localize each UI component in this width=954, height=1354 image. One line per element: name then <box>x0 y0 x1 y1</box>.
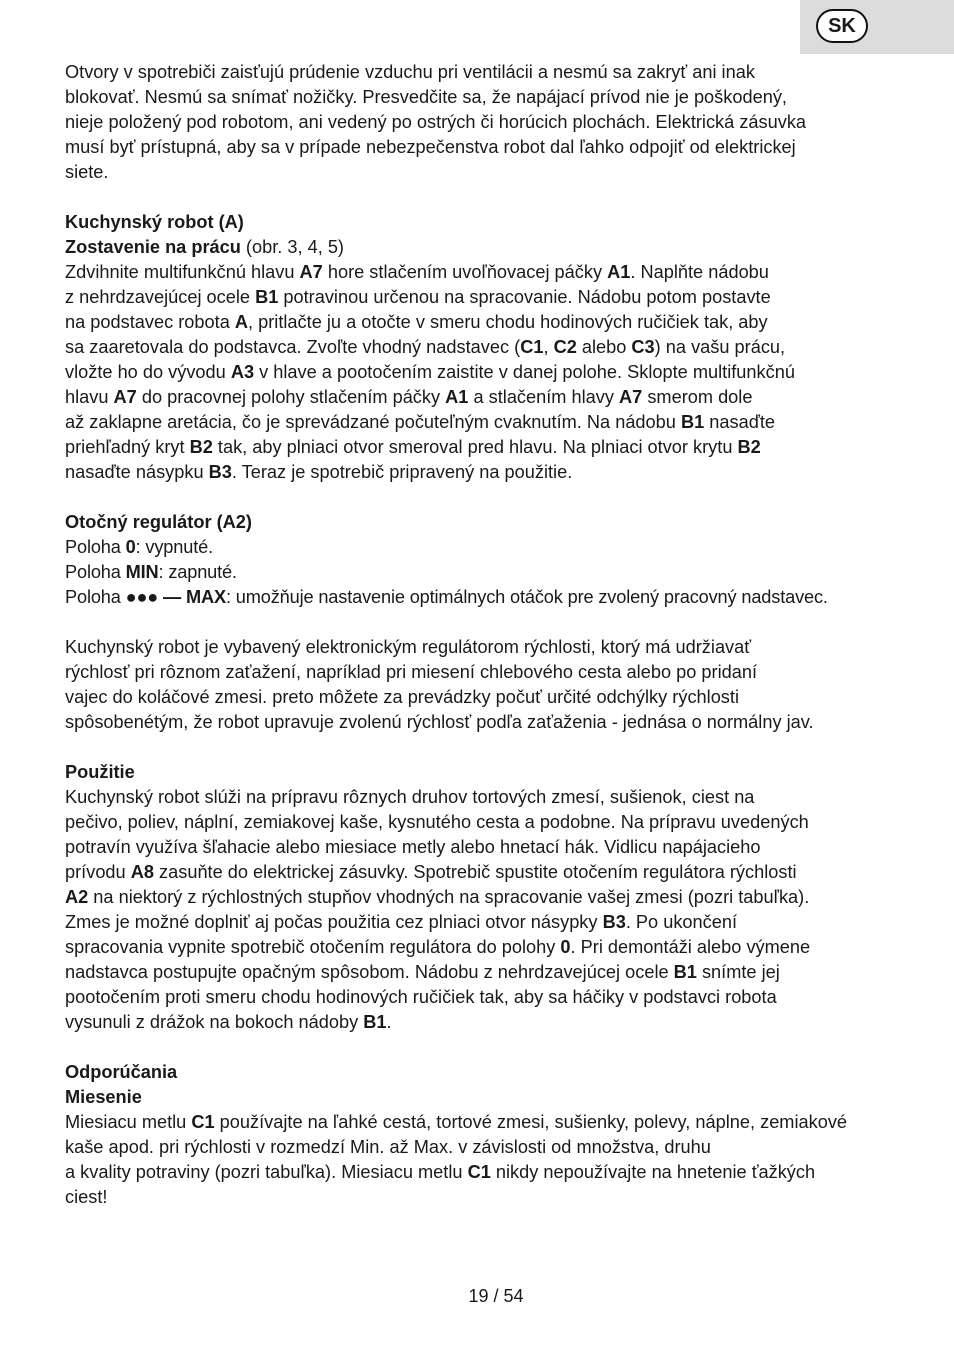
text-line <box>65 135 910 160</box>
bold-ref: C3 <box>631 337 655 357</box>
intro-paragraph <box>65 60 910 185</box>
section-heading-usage: Použitie <box>65 762 135 782</box>
text-run: kaše apod. pri rýchlosti v rozmedzí Min. až Max. v závislosti od množstva, druhu <box>65 1137 711 1157</box>
text-line <box>65 1185 910 1210</box>
text-run: . Pri demontáži alebo výmene <box>570 937 811 957</box>
text-line <box>65 1010 910 1035</box>
text-run: ) na vašu prácu, <box>654 337 786 357</box>
text-run: Poloha <box>65 562 126 582</box>
bold-ref: B2 <box>189 437 213 457</box>
text-run: pečivo, poliev, náplní, zemiakovej kaše, kysnutého cesta a podobne. Na prípravu uvedených <box>65 812 809 832</box>
text-line <box>65 935 910 960</box>
text-line <box>65 1160 910 1185</box>
text-run: Otvory v spotrebiči zaisťujú prúdenie vzduchu pri ventilácii a nesmú sa zakryť ani inak <box>65 62 755 82</box>
text-line <box>65 260 910 285</box>
section-heading-recommendations: Odporúčania <box>65 1062 178 1082</box>
text-run: Kuchynský robot slúži na prípravu rôznych druhov tortových zmesí, sušienok, ciest na <box>65 787 755 807</box>
text-line <box>65 1110 910 1135</box>
bold-ref: A8 <box>130 862 154 882</box>
bold-ref: B2 <box>737 437 761 457</box>
bold-ref: B1 <box>680 412 705 432</box>
language-tab <box>800 0 954 54</box>
electronic-regulator-paragraph <box>65 635 910 735</box>
text-line <box>65 310 910 335</box>
bold-ref: MIN <box>125 562 159 582</box>
bold-ref: C1 <box>467 1162 491 1182</box>
text-line <box>65 835 910 860</box>
text-line <box>65 85 910 110</box>
text-run: alebo <box>576 337 632 357</box>
text-run: do pracovnej polohy stlačením páčky <box>136 387 446 407</box>
bold-ref: A7 <box>299 262 323 282</box>
text-line <box>65 110 910 135</box>
assembly-paragraph <box>65 260 910 485</box>
text-line <box>65 335 910 360</box>
text-line <box>65 560 910 585</box>
text-line <box>65 60 910 85</box>
text-line <box>65 985 910 1010</box>
bold-ref: A7 <box>619 387 643 407</box>
text-line <box>65 910 910 935</box>
bold-ref: 0 <box>125 537 136 557</box>
text-run: : vypnuté. <box>135 537 213 557</box>
text-line <box>65 585 910 610</box>
text-line <box>65 285 910 310</box>
text-run: hore stlačením uvoľňovacej páčky <box>322 262 608 282</box>
text-run: tak, aby plniaci otvor smeroval pred hlavu. Na plniaci otvor krytu <box>212 437 738 457</box>
bold-ref: B1 <box>673 962 697 982</box>
text-run: Zdvihnite multifunkčnú hlavu <box>65 262 300 282</box>
text-line <box>65 785 910 810</box>
text-run: . <box>386 1012 392 1032</box>
section-heading-regulator: Otočný regulátor (A2) <box>65 512 252 532</box>
text-line <box>65 360 910 385</box>
bold-ref: C1 <box>520 337 544 357</box>
section-heading-robot: Kuchynský robot (A) <box>65 212 244 232</box>
text-line <box>65 1135 910 1160</box>
language-badge: SK <box>816 9 868 43</box>
text-run: Poloha <box>65 587 126 607</box>
text-run: nasaďte násypku <box>65 462 209 482</box>
text-line <box>65 460 910 485</box>
bold-ref: A1 <box>445 387 469 407</box>
text-run: . Teraz je spotrebič pripravený na použitie. <box>231 462 573 482</box>
text-run: Poloha <box>65 537 126 557</box>
text-run: potravín využíva šľahacie alebo miesiace metly alebo hnetací hák. Vidlicu napájacieho <box>65 837 761 857</box>
bold-ref: B3 <box>208 462 232 482</box>
text-run: sa zaaretovala do podstavca. Zvoľte vhodný nadstavec ( <box>65 337 521 357</box>
bold-ref: ●●● — MAX <box>125 587 226 607</box>
text-run: : umožňuje nastavenie optimálnych otáčok pre zvolený pracovný nadstavec. <box>225 587 828 607</box>
bold-ref: C1 <box>191 1112 215 1132</box>
text-run: , pritlačte ju a otočte v smeru chodu hodinových ručičiek tak, aby <box>248 312 768 332</box>
text-line <box>65 685 910 710</box>
bold-ref: A1 <box>607 262 631 282</box>
text-run: nadstavca postupujte opačným spôsobom. Nádobu z nehrdzavejúcej ocele <box>65 962 674 982</box>
text-run: vysunuli z drážok na bokoch nádoby <box>65 1012 364 1032</box>
text-line <box>65 710 910 735</box>
document-body <box>65 60 910 1210</box>
page-number: 19 / 54 <box>468 1286 524 1306</box>
text-run: ciest! <box>65 1187 108 1207</box>
bold-ref: 0 <box>560 937 571 957</box>
text-run: blokovať. Nesmú sa snímať nožičky. Presvedčite sa, že napájací prívod nie je poškodený, <box>65 87 787 107</box>
text-line <box>65 810 910 835</box>
kneading-paragraph <box>65 1110 910 1210</box>
text-run: Zmes je možné doplniť aj počas použitia cez plniaci otvor násypky <box>65 912 603 932</box>
text-run: pootočením proti smeru chodu hodinových ručičiek tak, aby sa háčiky v podstavci robota <box>65 987 777 1007</box>
text-run: v hlave a pootočením zaistite v danej polohe. Sklopte multifunkčnú <box>254 362 795 382</box>
text-run: a stlačením hlavy <box>468 387 620 407</box>
regulator-positions <box>65 535 910 610</box>
bold-ref: A7 <box>113 387 137 407</box>
text-line <box>65 160 910 185</box>
bold-ref: A <box>234 312 249 332</box>
text-run: : zapnuté. <box>158 562 237 582</box>
text-run: nikdy nepoužívajte na hnetenie ťažkých <box>490 1162 816 1182</box>
bold-ref: B1 <box>363 1012 387 1032</box>
text-run: nasaďte <box>704 412 776 432</box>
text-run: vajec do koláčové zmesi. preto môžete za prevádzky počuť určité odchýlky rýchlosti <box>65 687 739 707</box>
text-run: na niektorý z rýchlostných stupňov vhodných na spracovanie vašej zmesi (pozri tabuľka). <box>88 887 810 907</box>
text-run: Miesiacu metlu <box>65 1112 192 1132</box>
usage-paragraph <box>65 785 910 1035</box>
bold-ref: A3 <box>230 362 255 382</box>
text-run: smerom dole <box>642 387 753 407</box>
text-run: hlavu <box>65 387 114 407</box>
text-line <box>65 535 910 560</box>
bold-ref: B1 <box>255 287 279 307</box>
text-run: spôsobenétým, že robot upravuje zvolenú rýchlosť podľa zaťaženia - jednása o normálny jav. <box>65 712 814 732</box>
text-run: . Po ukončení <box>625 912 738 932</box>
text-run: nieje položený pod robotom, ani vedený po ostrých či horúcich plochách. Elektrická zásuvka <box>65 112 807 132</box>
text-run: rýchlosť pri rôznom zaťažení, napríklad pri miesení chlebového cesta alebo po pridaní <box>65 662 758 682</box>
text-run: priehľadný kryt <box>65 437 190 457</box>
text-run: prívodu <box>65 862 131 882</box>
text-run: z nehrdzavejúcej ocele <box>65 287 256 307</box>
text-line <box>65 960 910 985</box>
text-run: . Naplňte nádobu <box>630 262 769 282</box>
text-line <box>65 435 910 460</box>
text-run: zasuňte do elektrickej zásuvky. Spotrebič spustite otočením regulátora rýchlosti <box>153 862 797 882</box>
text-line <box>65 635 910 660</box>
text-line <box>65 860 910 885</box>
text-run: snímte jej <box>696 962 780 982</box>
text-run: vložte ho do vývodu <box>65 362 231 382</box>
bold-ref: A2 <box>65 887 89 907</box>
text-run: a kvality potraviny (pozri tabuľka). Miesiacu metlu <box>65 1162 468 1182</box>
subheading-kneading: Miesenie <box>65 1087 142 1107</box>
text-run: , <box>543 337 554 357</box>
text-line <box>65 885 910 910</box>
text-run: potravinou určenou na spracovanie. Nádobu potom postavte <box>278 287 771 307</box>
text-line <box>65 385 910 410</box>
subheading-assembly: Zostavenie na prácu (obr. 3, 4, 5) <box>65 237 344 257</box>
text-run: spracovania vypnite spotrebič otočením regulátora do polohy <box>65 937 561 957</box>
text-run: používajte na ľahké cestá, tortové zmesi, sušienky, polevy, náplne, zemiakové <box>214 1112 848 1132</box>
bold-ref: C2 <box>553 337 577 357</box>
text-line <box>65 660 910 685</box>
bold-ref: B3 <box>602 912 626 932</box>
text-run: Kuchynský robot je vybavený elektronickým regulátorom rýchlosti, ktorý má udržiavať <box>65 637 752 657</box>
text-run: až zaklapne aretácia, čo je sprevádzané počuteľným cvaknutím. Na nádobu <box>65 412 681 432</box>
text-run: siete. <box>65 162 109 182</box>
text-run: na podstavec robota <box>65 312 235 332</box>
text-run: musí byť prístupná, aby sa v prípade nebezpečenstva robot dal ľahko odpojiť od elektrickej <box>65 137 796 157</box>
text-line <box>65 410 910 435</box>
